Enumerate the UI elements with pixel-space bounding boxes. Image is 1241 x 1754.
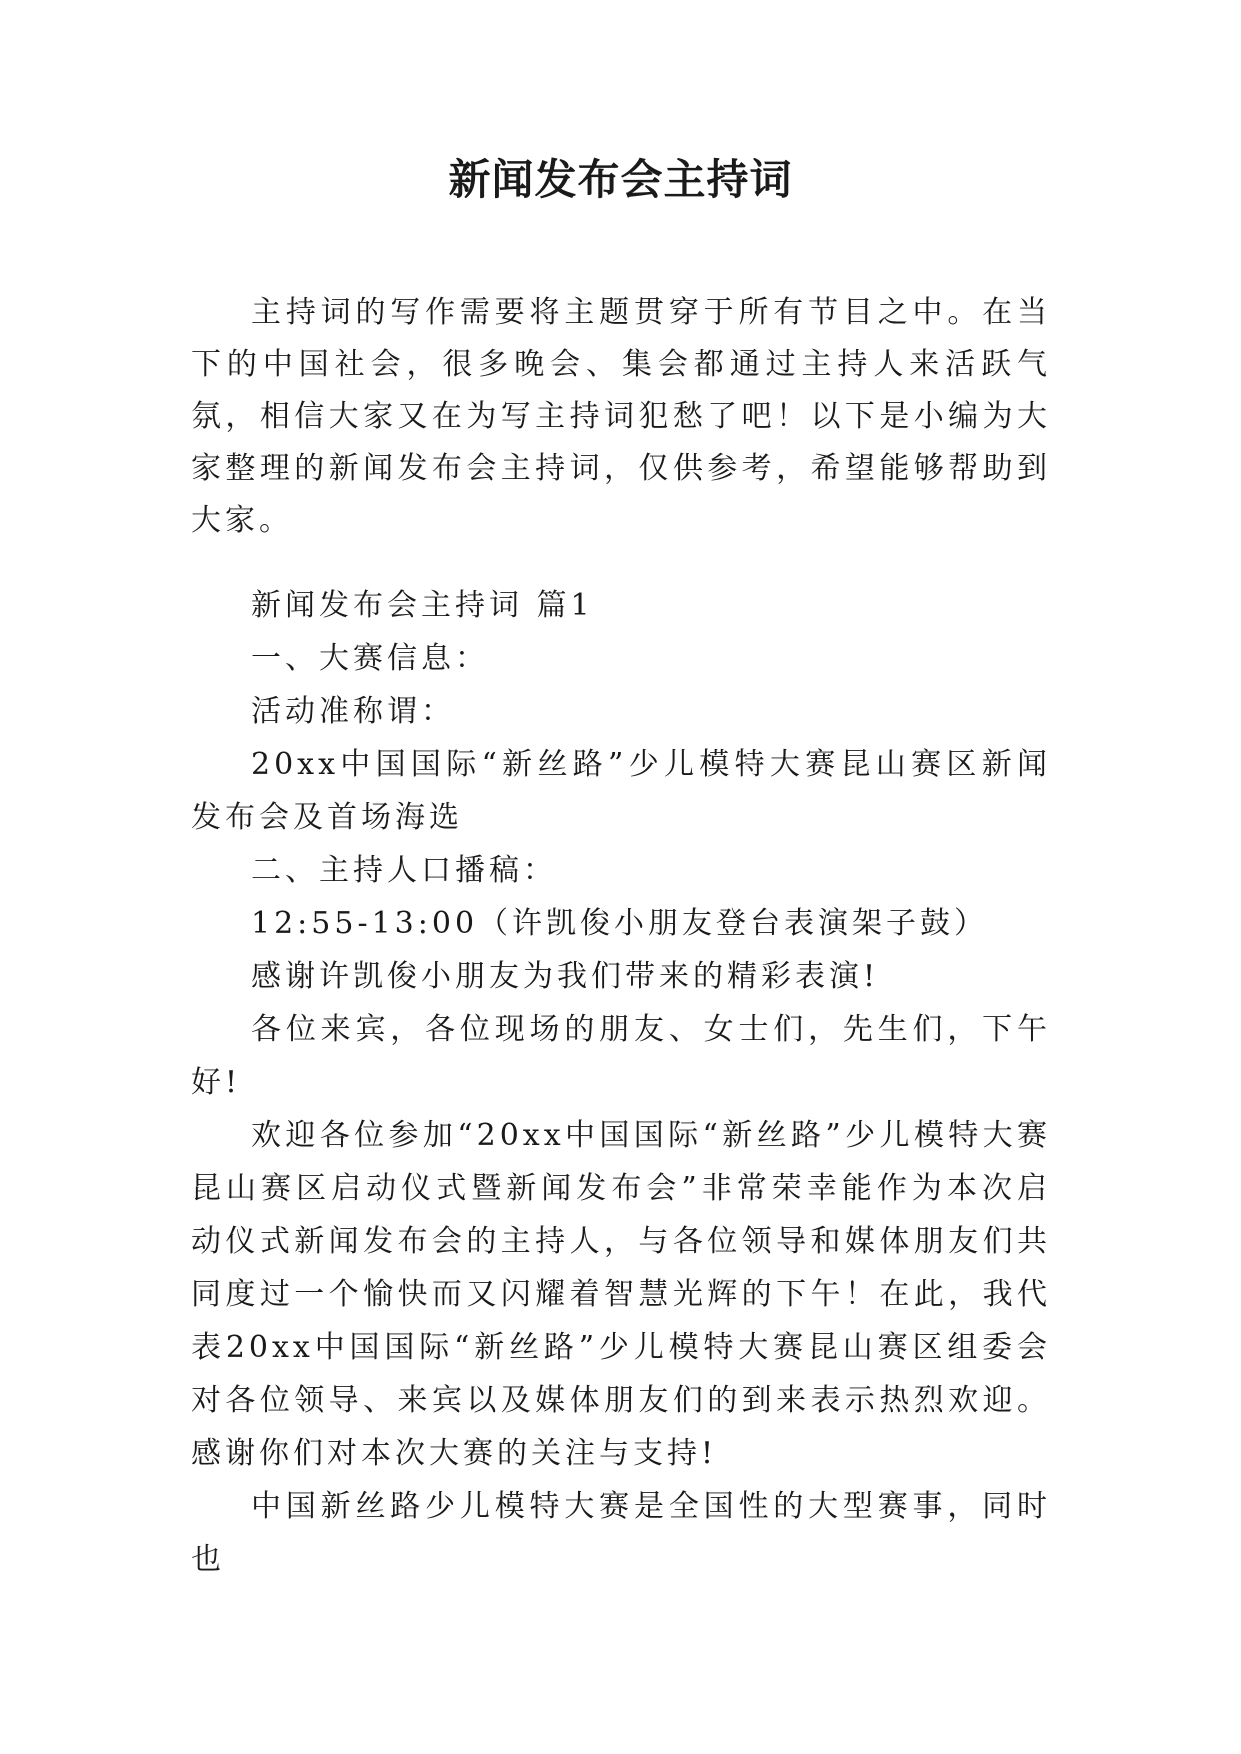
subheading-host-script: 二、主持人口播稿： [251, 853, 557, 888]
intro-paragraph: 主持词的写作需要将主题贯穿于所有节目之中。在当下的中国社会，很多晚会、集会都通过主持人来活跃气氛，相信大家又在为写主持词犯愁了吧！以下是小编为大家整理的新闻发布会主持词，仅供参考，希望能够帮助到大家。 [191, 295, 1051, 538]
intro-section [191, 287, 1051, 547]
activity-name: 20xx中国国际“新丝路”少儿模特大赛昆山赛区新闻发布会及首场海选 [191, 747, 1051, 835]
body-paragraph: 感谢许凯俊小朋友为我们带来的精彩表演! [251, 959, 880, 994]
document-title: 新闻发布会主持词 [448, 155, 793, 204]
activity-name-label: 活动准称谓： [251, 694, 455, 729]
body-section [191, 579, 1051, 1586]
subheading-contest-info: 一、大赛信息： [251, 641, 489, 676]
body-paragraph: 中国新丝路少儿模特大赛是全国性的大型赛事，同时也 [191, 1489, 1051, 1577]
body-paragraph: 各位来宾，各位现场的朋友、女士们，先生们，下午好! [191, 1012, 1051, 1100]
body-paragraph: 欢迎各位参加“20xx中国国际“新丝路”少儿模特大赛昆山赛区启动仪式暨新闻发布会”非常荣幸能作为本次启动仪式新闻发布会的主持人，与各位领导和媒体朋友们共同度过一个愉快而又闪耀着智慧光辉的下午！在此，我代表20xx中国国际“新丝路”少儿模特大赛昆山赛区组委会对各位领导、来宾以及媒体朋友们的到来表示热烈欢迎。感谢你们对本次大赛的关注与支持! [191, 1118, 1051, 1471]
section-heading: 新闻发布会主持词 篇1 [251, 588, 594, 623]
schedule-line: 12:55-13:00（许凯俊小朋友登台表演架子鼓） [251, 906, 989, 941]
